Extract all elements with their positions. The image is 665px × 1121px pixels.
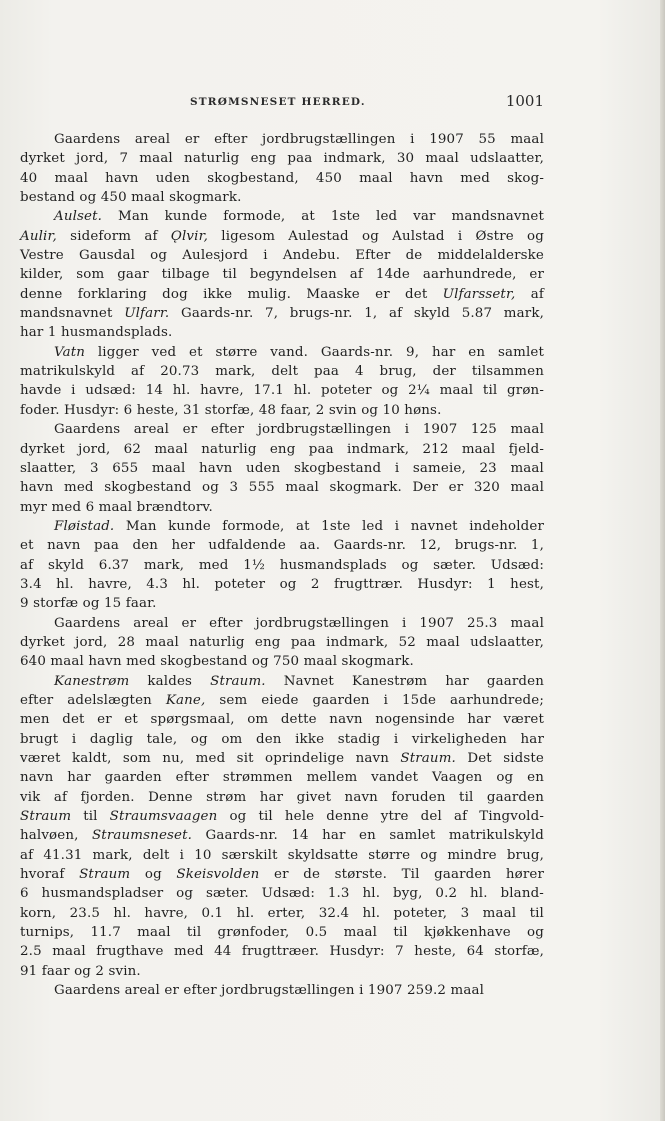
text-line (20, 730, 544, 749)
text-line (20, 149, 544, 168)
text-run: men det er et spørgsmaal, om dette navn nogensinde har været (20, 712, 544, 728)
text-line (20, 478, 544, 497)
text-line (20, 420, 544, 439)
text-run: denne forklaring dog ikke mulig. Maaske er det (20, 286, 443, 302)
text-line (20, 614, 544, 633)
italic-term: Skeisvolden (176, 867, 260, 883)
page-number: 1001 (505, 92, 544, 110)
text-line (20, 323, 544, 342)
text-run: kaldes (129, 673, 211, 689)
text-line (20, 188, 544, 207)
text-line (20, 556, 544, 575)
text-line (20, 401, 544, 420)
text-run: Gaardens areal er efter jordbrugstællingen i 1907 259.2 maal (54, 983, 485, 999)
text-run: navn har gaarden efter strømmen mellem vandet Vaagen og en (20, 770, 544, 786)
text-line (20, 826, 544, 845)
text-line (20, 788, 544, 807)
text-line (20, 362, 544, 381)
text-run: er de største. Til gaarden hører (259, 867, 544, 883)
text-line (20, 923, 544, 942)
page-edge (660, 0, 665, 1121)
text-line (20, 710, 544, 729)
text-run: foder. Husdyr: 6 heste, 31 storfæ, 48 faar, 2 svin og 10 høns. (20, 402, 442, 418)
text-line (20, 981, 544, 1000)
text-line (20, 633, 544, 652)
text-run: og til hele denne ytre del af Tingvold- (217, 809, 544, 825)
text-run: matrikulskyld af 20.73 mark, delt paa 4 brug, der tilsammen (20, 364, 544, 380)
italic-term: Ulfarr. (124, 306, 170, 322)
text-run: 6 husmandspladser og sæter. Udsæd: 1.3 hl. byg, 0.2 hl. bland- (20, 886, 544, 902)
text-run: havn med skogbestand og 3 555 maal skogmark. Der er 320 maal (20, 480, 544, 496)
text-run: Gaardens areal er efter jordbrugstællingen i 1907 55 maal (54, 132, 544, 147)
text-run: slaatter, 3 655 maal havn uden skogbestand i sameie, 23 maal (20, 460, 544, 476)
text-run: 640 maal havn med skogbestand og 750 maal skogmark. (20, 654, 414, 670)
body-text (20, 130, 544, 1000)
text-line (20, 459, 544, 478)
italic-term: Aulset. (54, 209, 103, 225)
text-line (20, 749, 544, 768)
italic-term: Straum. (400, 751, 456, 766)
text-line (20, 536, 544, 555)
text-line (20, 672, 544, 691)
text-line (20, 285, 544, 304)
text-run: efter adelslægten (20, 692, 166, 708)
text-run: turnips, 11.7 maal til grønfoder, 0.5 maal til kjøkkenhave og (20, 925, 544, 941)
text-line (20, 962, 544, 981)
text-line (20, 691, 544, 710)
text-line (20, 846, 544, 865)
text-run: dyrket jord, 7 maal naturlig eng paa indmark, 30 maal udslaatter, (20, 151, 544, 167)
text-run: myr med 6 maal brændtorv. (20, 499, 213, 515)
text-run: Man kunde formode, at 1ste led var mandsnavnet (102, 209, 544, 225)
text-line (20, 884, 544, 903)
text-run: hvoraf (20, 867, 80, 883)
text-run: Gaardens areal er efter jordbrugstællingen i 1907 25.3 maal (54, 615, 544, 631)
text-run: halvøen, (20, 828, 92, 844)
text-line (20, 169, 544, 188)
text-run: 40 maal havn uden skogbestand, 450 maal havn med skog- (20, 170, 544, 186)
text-run: sideform af (56, 228, 171, 244)
text-line (20, 807, 544, 826)
text-run: et navn paa den her udfaldende aa. Gaards-nr. 12, brugs-nr. 1, (20, 538, 544, 554)
text-run: Gaardens areal er efter jordbrugstællingen i 1907 125 maal (54, 422, 544, 438)
text-line (20, 227, 544, 246)
text-line (20, 343, 544, 362)
text-line (20, 265, 544, 284)
text-run: har 1 husmandsplads. (20, 325, 173, 341)
text-run: ligger ved et større vand. Gaards-nr. 9, har en samlet (85, 344, 544, 360)
text-run: ligesom Aulestad og Aulstad i Østre og (208, 228, 544, 244)
text-line (20, 207, 544, 226)
text-run: Man kunde formode, at 1ste led i navnet indeholder (114, 518, 544, 534)
text-run: brugt i daglig tale, og om den ikke stadig i virkeligheden har (20, 731, 544, 747)
text-line (20, 246, 544, 265)
italic-term: Vatn (54, 344, 86, 360)
text-line (20, 575, 544, 594)
text-run: Det sidste (455, 751, 545, 766)
text-line (20, 304, 544, 323)
italic-term: Kane, (165, 692, 206, 708)
text-line (20, 517, 544, 536)
text-line (20, 865, 544, 884)
text-line (20, 498, 544, 517)
text-run: Vestre Gausdal og Aulesjord i Andebu. Efter de middelalderske (20, 248, 544, 264)
text-run: havde i udsæd: 14 hl. havre, 17.1 hl. poteter og 2¼ maal til grøn- (20, 383, 544, 399)
text-run: dyrket jord, 62 maal naturlig eng paa indmark, 212 maal fjeld- (20, 441, 544, 457)
text-run: bestand og 450 maal skogmark. (20, 190, 242, 206)
italic-term: Ǫlvir, (170, 228, 209, 244)
text-run: 2.5 maal frugthave med 44 frugttræer. Husdyr: 7 heste, 64 storfæ, (20, 944, 544, 960)
italic-term: Straumsvaagen (109, 809, 218, 825)
text-run: af 41.31 mark, delt i 10 særskilt skyldsatte større og mindre brug, (20, 847, 544, 863)
italic-term: Kanestrøm (54, 673, 130, 689)
text-run: sem eiede gaarden i 15de aarhundrede; (205, 692, 544, 708)
italic-term: Aulir, (20, 228, 57, 244)
running-head: STRØMSNESET HERRED. (190, 96, 366, 108)
text-run: 9 storfæ og 15 faar. (20, 596, 157, 612)
text-run: af skyld 6.37 mark, med 1½ husmandsplads og sæter. Udsæd: (20, 557, 544, 573)
text-line (20, 942, 544, 961)
text-line (20, 130, 544, 149)
text-line (20, 768, 544, 787)
italic-term: Fløistad. (54, 518, 115, 534)
text-run: Gaards-nr. 7, brugs-nr. 1, af skyld 5.87 mark, (169, 306, 544, 322)
italic-term: Straumsneset. (91, 828, 193, 844)
text-run: 91 faar og 2 svin. (20, 963, 141, 979)
text-line (20, 652, 544, 671)
text-run: Gaards-nr. 14 har en samlet matrikulskyld (192, 828, 544, 844)
text-run: dyrket jord, 28 maal naturlig eng paa indmark, 52 maal udslaatter, (20, 634, 544, 650)
text-run: mandsnavnet (20, 306, 125, 322)
text-line (20, 440, 544, 459)
italic-term: Ulfarssetr, (442, 286, 516, 302)
text-run: Navnet Kanestrøm har gaarden (265, 673, 544, 689)
text-line (20, 594, 544, 613)
text-line (20, 904, 544, 923)
text-run: til (71, 809, 110, 825)
text-run: 3.4 hl. havre, 4.3 hl. poteter og 2 frugttrær. Husdyr: 1 hest, (20, 576, 544, 592)
text-line (20, 381, 544, 400)
text-run: vik af fjorden. Denne strøm har givet navn foruden til gaarden (20, 789, 544, 805)
text-run: og (130, 867, 177, 883)
italic-term: Straum. (210, 673, 266, 689)
italic-term: Straum (20, 809, 72, 825)
italic-term: Straum (79, 867, 131, 883)
text-run: kilder, som gaar tilbage til begyndelsen af 14de aarhundrede, er (20, 267, 544, 283)
page-header (22, 92, 544, 118)
text-run: korn, 23.5 hl. havre, 0.1 hl. erter, 32.4 hl. poteter, 3 maal til (20, 905, 544, 921)
text-run: af (515, 286, 544, 302)
text-run: været kaldt, som nu, med sit oprindelige navn (20, 751, 401, 766)
